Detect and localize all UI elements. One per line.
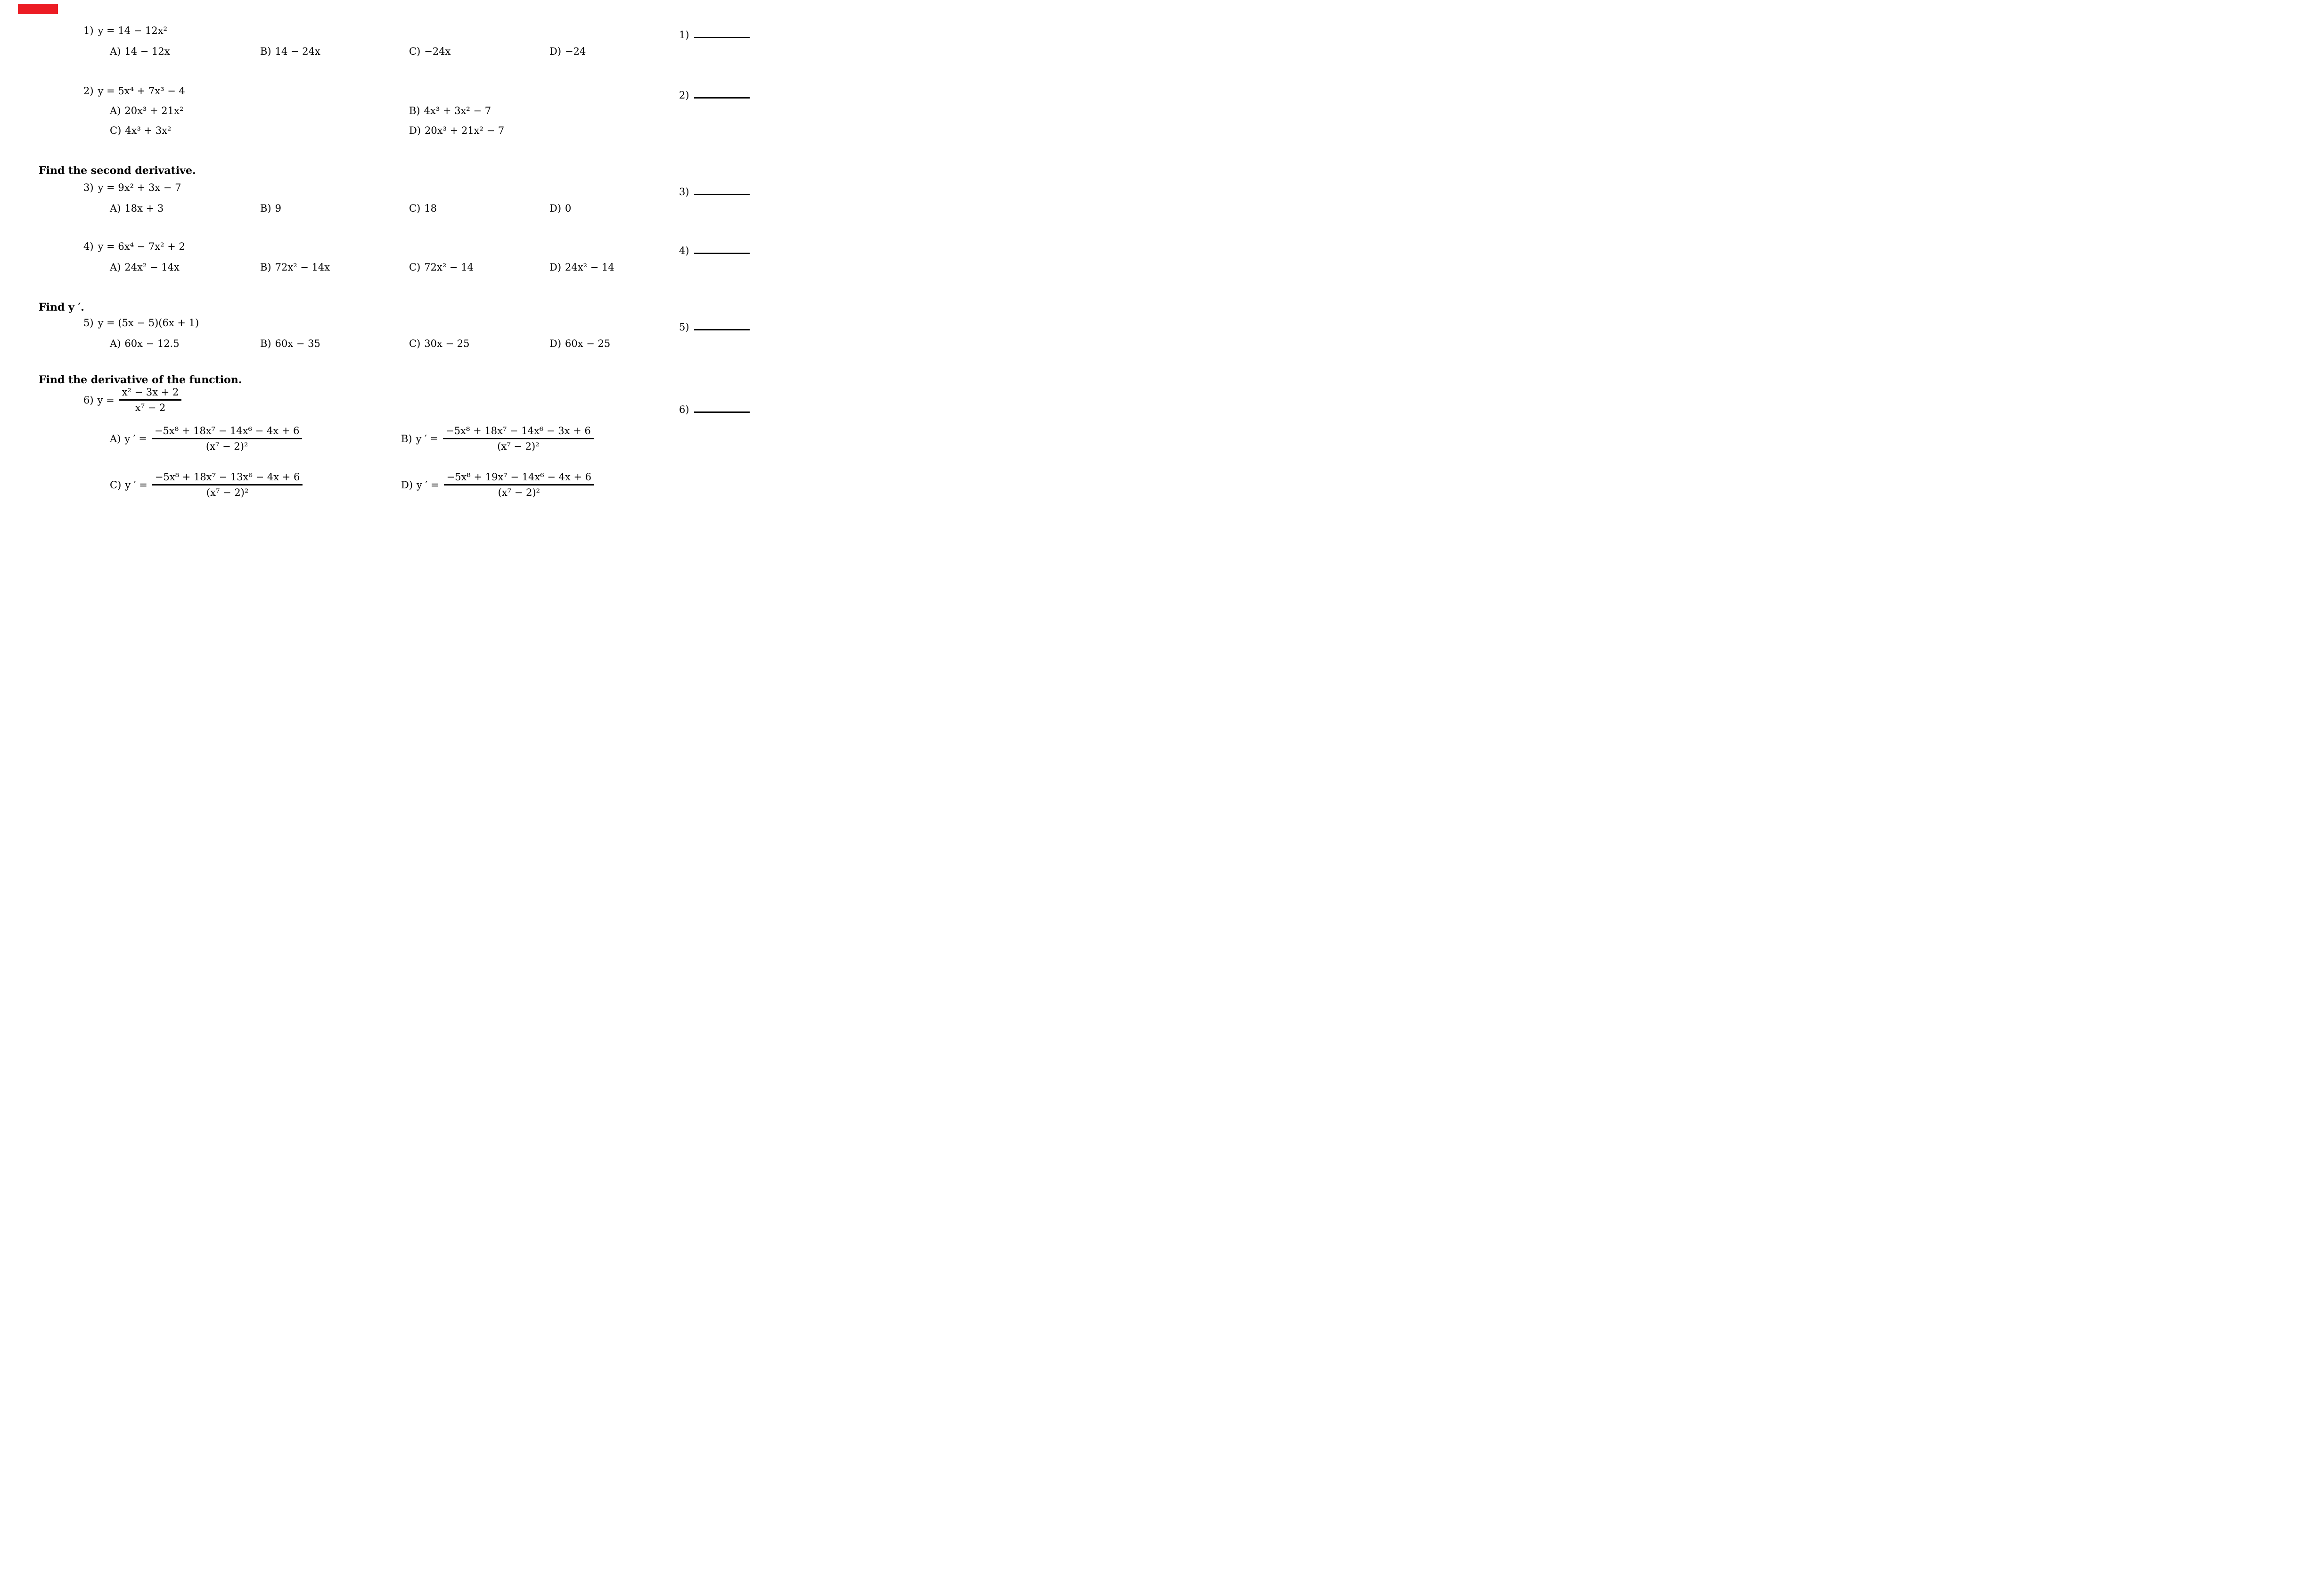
choice-label: C) xyxy=(409,46,421,57)
choice-text: 18x + 3 xyxy=(124,203,164,214)
fraction-denominator: (x⁷ − 2)² xyxy=(497,441,540,452)
question-1-choices xyxy=(83,44,586,58)
choice-prefix: y ′ = xyxy=(124,433,147,444)
choice-c xyxy=(110,471,401,498)
answer-slot-3 xyxy=(679,181,750,197)
question-3-line xyxy=(83,181,571,195)
answer-blank-line xyxy=(694,240,750,254)
choice-a xyxy=(110,425,401,452)
choice-label: D) xyxy=(549,46,562,57)
choice-d xyxy=(549,260,614,274)
choice-b xyxy=(260,337,409,351)
choice-prefix: y ′ = xyxy=(125,479,147,491)
choice-prefix: y ′ = xyxy=(417,479,439,491)
answer-blank-line xyxy=(694,399,750,413)
choice-d xyxy=(401,471,594,498)
question-4-choices xyxy=(83,260,614,274)
choice-label: C) xyxy=(409,203,421,214)
answer-blank-line xyxy=(694,317,750,330)
fraction-numerator: −5x⁸ + 18x⁷ − 14x⁶ − 3x + 6 xyxy=(443,425,594,439)
choice-label: B) xyxy=(260,338,271,349)
fraction-numerator: −5x⁸ + 18x⁷ − 13x⁶ − 4x + 6 xyxy=(152,471,303,485)
choice-label: C) xyxy=(110,479,122,491)
answer-slot-2 xyxy=(679,85,750,101)
question-3-choices xyxy=(83,201,571,215)
choice-d xyxy=(549,201,571,215)
choice-text: 60x − 35 xyxy=(275,338,320,349)
fraction xyxy=(444,471,595,498)
question-6-choices-row-2 xyxy=(83,471,594,498)
choice-label: A) xyxy=(110,203,121,214)
answer-slot-label: 2) xyxy=(679,90,689,101)
section-header-derivative-of-function: Find the derivative of the function. xyxy=(39,374,242,386)
choice-d xyxy=(549,44,586,58)
answer-slot-6 xyxy=(679,399,750,415)
choice-text: 60x − 12.5 xyxy=(124,338,180,349)
choice-label: B) xyxy=(260,203,271,214)
choice-d xyxy=(549,337,610,351)
choice-label: D) xyxy=(549,203,562,214)
fraction-denominator: (x⁷ − 2)² xyxy=(206,441,248,452)
question-prompt: y = 5x⁴ + 7x³ − 4 xyxy=(98,85,185,97)
fraction-denominator: x⁷ − 2 xyxy=(135,402,166,413)
choice-text: 9 xyxy=(275,203,281,214)
choice-text: 14 − 12x xyxy=(124,46,170,57)
question-number: 4) xyxy=(83,241,94,252)
choice-c xyxy=(409,260,549,274)
question-4 xyxy=(83,239,614,274)
question-prompt: y = (5x − 5)(6x + 1) xyxy=(98,317,199,329)
choice-label: C) xyxy=(409,338,421,349)
red-redaction-marker xyxy=(18,4,58,14)
choice-a xyxy=(110,201,260,215)
choice-text: 0 xyxy=(565,203,572,214)
choice-label: A) xyxy=(110,262,121,273)
question-number: 2) xyxy=(83,85,94,97)
question-prompt: y = 6x⁴ − 7x² + 2 xyxy=(98,241,185,252)
fraction xyxy=(119,387,182,413)
choice-text: 4x³ + 3x² xyxy=(125,125,172,136)
question-4-line xyxy=(83,239,614,254)
choice-b xyxy=(401,425,594,452)
answer-blank-line xyxy=(694,25,750,38)
choice-label: D) xyxy=(549,262,562,273)
choice-label: C) xyxy=(409,262,421,273)
choice-text: 24x² − 14x xyxy=(124,262,180,273)
question-6-choices-row-1 xyxy=(83,425,594,452)
choice-text: 20x³ + 21x² − 7 xyxy=(425,125,505,136)
choice-text: −24x xyxy=(424,46,451,57)
choice-label: B) xyxy=(260,46,271,57)
choice-label: C) xyxy=(110,125,122,136)
choice-a xyxy=(110,337,260,351)
choice-text: 60x − 25 xyxy=(565,338,611,349)
choice-text: 18 xyxy=(424,203,437,214)
choice-text: 30x − 25 xyxy=(424,338,470,349)
fraction xyxy=(443,425,594,452)
question-6 xyxy=(83,387,181,413)
choice-d xyxy=(409,123,504,138)
fraction xyxy=(152,425,303,452)
choice-prefix: y ′ = xyxy=(416,433,439,444)
question-prompt: y = 9x² + 3x − 7 xyxy=(98,182,181,193)
answer-blank-line xyxy=(694,181,750,195)
answer-slot-1 xyxy=(679,25,750,41)
choice-b xyxy=(260,44,409,58)
question-number: 5) xyxy=(83,317,94,329)
choice-c xyxy=(409,201,549,215)
question-6-line xyxy=(83,387,181,413)
choice-a xyxy=(110,44,260,58)
choice-label: D) xyxy=(549,338,562,349)
answer-slot-label: 5) xyxy=(679,321,689,333)
question-2-choices xyxy=(83,104,504,138)
choice-c xyxy=(110,123,409,138)
fraction-numerator: x² − 3x + 2 xyxy=(119,387,182,401)
question-number: 6) xyxy=(83,394,94,406)
fraction-denominator: (x⁷ − 2)² xyxy=(206,487,249,498)
question-1 xyxy=(83,24,586,58)
question-1-line xyxy=(83,24,586,38)
question-5-choices xyxy=(83,337,610,351)
choice-label: D) xyxy=(409,125,421,136)
choice-text: 4x³ + 3x² − 7 xyxy=(424,105,491,116)
answer-slot-5 xyxy=(679,317,750,333)
question-prompt-prefix: y = xyxy=(97,394,115,406)
question-number: 1) xyxy=(83,25,94,36)
question-5 xyxy=(83,316,610,351)
answer-slot-4 xyxy=(679,240,750,256)
question-number: 3) xyxy=(83,182,94,193)
choice-label: B) xyxy=(401,433,412,444)
choice-b xyxy=(409,104,504,118)
choice-label: A) xyxy=(110,338,121,349)
question-3 xyxy=(83,181,571,215)
answer-slot-label: 4) xyxy=(679,245,689,256)
choice-c xyxy=(409,44,549,58)
choice-label: B) xyxy=(260,262,271,273)
choice-text: 14 − 24x xyxy=(275,46,320,57)
choice-label: A) xyxy=(110,433,121,444)
choice-label: A) xyxy=(110,105,121,116)
answer-blank-line xyxy=(694,85,750,99)
choice-label: A) xyxy=(110,46,121,57)
fraction xyxy=(152,471,303,498)
answer-slot-label: 6) xyxy=(679,404,689,415)
choice-label: D) xyxy=(401,479,413,491)
question-5-line xyxy=(83,316,610,330)
question-prompt: y = 14 − 12x² xyxy=(98,25,168,36)
worksheet-page xyxy=(0,0,775,529)
fraction-numerator: −5x⁸ + 18x⁷ − 14x⁶ − 4x + 6 xyxy=(152,425,303,439)
section-header-second-derivative: Find the second derivative. xyxy=(39,165,196,177)
answer-slot-label: 1) xyxy=(679,29,689,41)
choice-text: 20x³ + 21x² xyxy=(124,105,184,116)
question-2-line xyxy=(83,84,504,98)
fraction-denominator: (x⁷ − 2)² xyxy=(498,487,540,498)
choice-a xyxy=(110,104,409,118)
choice-text: −24 xyxy=(565,46,586,57)
choice-b xyxy=(260,260,409,274)
choice-label: B) xyxy=(409,105,420,116)
choice-b xyxy=(260,201,409,215)
section-header-find-y-prime: Find y ′. xyxy=(39,301,84,313)
choice-text: 24x² − 14 xyxy=(565,262,614,273)
fraction-numerator: −5x⁸ + 19x⁷ − 14x⁶ − 4x + 6 xyxy=(444,471,595,485)
choice-text: 72x² − 14x xyxy=(275,262,330,273)
answer-slot-label: 3) xyxy=(679,186,689,197)
choice-text: 72x² − 14 xyxy=(424,262,474,273)
question-2 xyxy=(83,84,504,138)
choice-c xyxy=(409,337,549,351)
choice-a xyxy=(110,260,260,274)
